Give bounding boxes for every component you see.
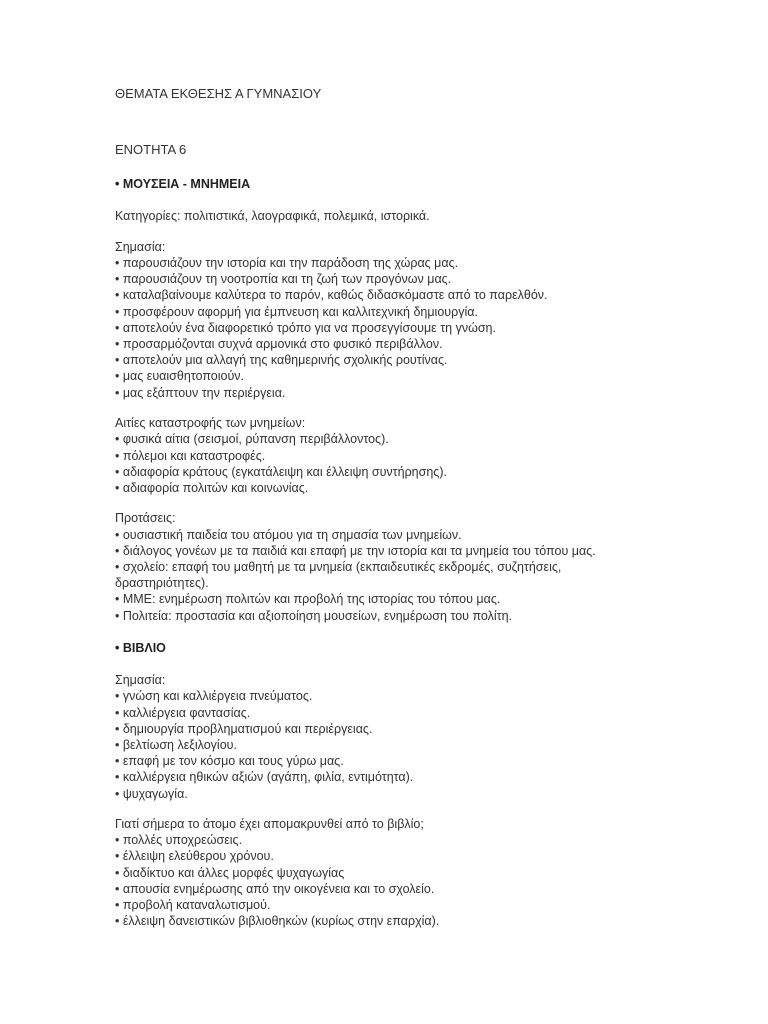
list-item: • αδιαφορία πολιτών και κοινωνίας.: [115, 480, 309, 495]
list-item: • διάλογος γονέων με τα παιδιά και επαφή με την ιστορία και τα μνημεία του τόπου μας.: [115, 543, 596, 558]
list-item: • προσφέρουν αφορμή για έμπνευση και καλλιτεχνική δημιουργία.: [115, 304, 478, 319]
list-item: • έλλειψη δανειστικών βιβλιοθηκών (κυρίως στην επαρχία).: [115, 914, 440, 929]
list-item: • καταλαβαίνουμε καλύτερα το παρόν, καθώς διδασκόμαστε από το παρελθόν.: [115, 288, 548, 303]
list-item: • γνώση και καλλιέργεια πνεύματος.: [115, 689, 313, 704]
document-title: ΘΕΜΑΤΑ ΕΚΘΕΣΗΣ Α ΓΥΜΝΑΣΙΟΥ: [115, 86, 322, 101]
list-item: • καλλιέργεια φαντασίας.: [115, 705, 251, 720]
book-why-label: Γιατί σήμερα το άτομο έχει απομακρυνθεί από το βιβλίο;: [115, 816, 424, 831]
museums-proposals-list: [115, 527, 620, 624]
list-item: • πολλές υποχρεώσεις.: [115, 833, 243, 848]
list-item: • διαδίκτυο και άλλες μορφές ψυχαγωγίας: [115, 865, 345, 880]
list-item: • απουσία ενημέρωσης από την οικογένεια και το σχολείο.: [115, 881, 435, 896]
list-item: • ΜΜΕ: ενημέρωση πολιτών και προβολή της ιστορίας του τόπου μας.: [115, 592, 501, 607]
list-item: • δημιουργία προβληματισμού και περιέργειας.: [115, 721, 373, 736]
list-item: • σχολείο: επαφή του μαθητή με τα μνημεία (εκπαιδευτικές εκδρομές, συζητήσεις, δραστηριότητες).: [115, 560, 562, 591]
list-item: • αδιαφορία κράτους (εγκατάλειψη και έλλειψη συντήρησης).: [115, 464, 447, 479]
list-item: • μας εξάπτουν την περιέργεια.: [115, 385, 286, 400]
museums-proposals-label: Προτάσεις:: [115, 511, 176, 526]
list-item: • Πολιτεία: προστασία και αξιοποίηση μουσείων, ενημέρωση του πολίτη.: [115, 608, 513, 623]
book-heading: • ΒΙΒΛΙΟ: [115, 640, 166, 655]
book-significance-label: Σημασία:: [115, 672, 166, 687]
museums-causes-list: [115, 431, 735, 496]
list-item: • πόλεμοι και καταστροφές.: [115, 448, 266, 463]
list-item: • μας ευαισθητοποιούν.: [115, 369, 245, 384]
museums-significance-list: [115, 255, 735, 401]
book-why-list: [115, 832, 735, 929]
list-item: • παρουσιάζουν τη νοοτροπία και τη ζωή των προγόνων μας.: [115, 272, 452, 287]
list-item: • ουσιαστική παιδεία του ατόμου για τη σημασία των μνημείων.: [115, 527, 462, 542]
list-item: • επαφή με τον κόσμο και τους γύρω μας.: [115, 754, 344, 769]
list-item: • βελτίωση λεξιλογίου.: [115, 737, 237, 752]
list-item: • καλλιέργεια ηθικών αξιών (αγάπη, φιλία, εντιμότητα).: [115, 770, 414, 785]
list-item: • παρουσιάζουν την ιστορία και την παράδοση της χώρας μας.: [115, 256, 459, 270]
book-significance-list: [115, 688, 735, 801]
museums-heading: • ΜΟΥΣΕΙΑ - ΜΝΗΜΕΙΑ: [115, 177, 251, 191]
list-item: • ψυχαγωγία.: [115, 786, 188, 801]
list-item: • φυσικά αίτια (σεισμοί, ρύπανση περιβάλλοντος).: [115, 432, 389, 447]
list-item: • έλλειψη ελεύθερου χρόνου.: [115, 849, 274, 864]
museums-causes-label: Αιτίες καταστροφής των μνημείων:: [115, 415, 306, 430]
list-item: • προβολή καταναλωτισμού.: [115, 898, 271, 913]
list-item: • αποτελούν μια αλλαγή της καθημερινής σχολικής ρουτίνας.: [115, 353, 448, 368]
unit-label: ΕΝΟΤΗΤΑ 6: [115, 142, 187, 157]
list-item: • προσαρμόζονται συχνά αρμονικά στο φυσικό περιβάλλον.: [115, 337, 443, 352]
list-item: • αποτελούν ένα διαφορετικό τρόπο για να προσεγγίσουμε τη γνώση.: [115, 320, 496, 335]
document-body: [115, 174, 735, 930]
museums-significance-label: Σημασία:: [115, 239, 166, 254]
museums-categories: Κατηγορίες: πολιτιστικά, λαογραφικά, πολεμικά, ιστορικά.: [115, 209, 430, 223]
